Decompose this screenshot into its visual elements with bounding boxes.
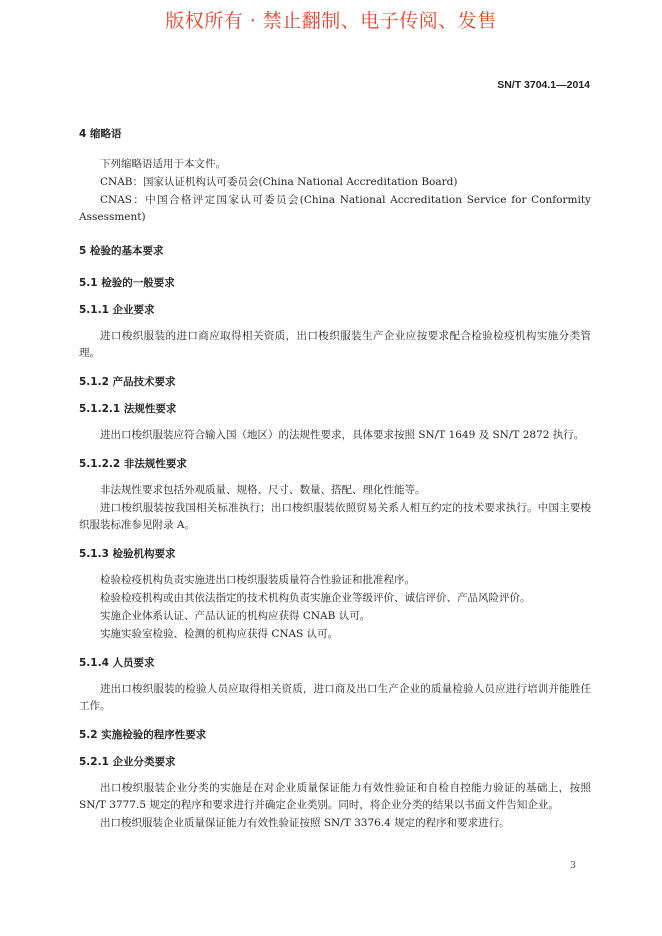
paragraph: 出口梭织服装企业质量保证能力有效性验证按照 SN/T 3376.4 规定的程序和要求进行。 <box>100 817 510 829</box>
paragraph: CNAS：中国合格评定国家认可委员会(China National Accreditation Service for Conformity Assessment) <box>79 194 591 223</box>
paragraph: 实施企业体系认证、产品认证的机构应获得 CNAB 认可。 <box>100 610 371 622</box>
paragraph: 进口梭织服装的进口商应取得相关资质，出口梭织服装生产企业应按要求配合检验检疫机构实施分类管理。 <box>79 330 591 359</box>
paragraph: 出口梭织服装企业分类的实施是在对企业质量保证能力有效性验证和自检自控能力验证的基础上，按照 SN/T 3777.5 规定的程序和要求进行并确定企业类别。同时，将企业分类的结果以书面文件告知企业。 <box>79 782 591 811</box>
paragraph: 实施实验室检验、检测的机构应获得 CNAS 认可。 <box>100 628 339 640</box>
page-number: 3 <box>570 861 576 871</box>
paragraph: 下列缩略语适用于本文件。 <box>100 158 226 170</box>
document-number: SN/T 3704.1—2014 <box>497 79 590 91</box>
paragraph: 检验检疫机构负责实施进出口梭织服装质量符合性验证和批准程序。 <box>100 574 415 586</box>
section-5-1-2-2-heading: 5.1.2.2 非法规性要求 <box>79 458 187 470</box>
section-5-heading: 5 检验的基本要求 <box>79 245 164 257</box>
section-5-2-1-heading: 5.2.1 企业分类要求 <box>79 756 176 768</box>
paragraph: 检验检疫机构或由其依法指定的技术机构负责实施企业等级评价、诚信评价、产品风险评价。 <box>100 592 531 604</box>
paragraph: 进口梭织服装按我国相关标准执行；出口梭织服装依照贸易关系人相互约定的技术要求执行。中国主要梭织服装标准参见附录 A。 <box>79 502 591 531</box>
section-5-1-3-heading: 5.1.3 检验机构要求 <box>79 548 176 560</box>
section-5-1-2-1-heading: 5.1.2.1 法规性要求 <box>79 403 177 415</box>
section-4-heading: 4 缩略语 <box>79 128 122 140</box>
section-5-1-2-heading: 5.1.2 产品技术要求 <box>79 376 176 388</box>
section-5-2-heading: 5.2 实施检验的程序性要求 <box>79 729 207 741</box>
paragraph: 进出口梭织服装应符合输入国（地区）的法规性要求，具体要求按照 SN/T 1649 及 SN/T 2872 执行。 <box>100 429 585 441</box>
paragraph: 进出口梭织服装的检验人员应取得相关资质，进口商及出口生产企业的质量检验人员应进行培训并能胜任工作。 <box>79 683 591 712</box>
section-5-1-heading: 5.1 检验的一般要求 <box>79 277 175 289</box>
section-5-1-4-heading: 5.1.4 人员要求 <box>79 657 155 669</box>
page-body <box>79 118 591 832</box>
section-5-1-1-heading: 5.1.1 企业要求 <box>79 304 155 316</box>
copyright-watermark: 版权所有 · 禁止翻制、电子传阅、发售 <box>165 10 497 32</box>
paragraph: CNAB：国家认证机构认可委员会(China National Accreditation Board) <box>100 176 458 188</box>
paragraph: 非法规性要求包括外观质量、规格、尺寸、数量、搭配、理化性能等。 <box>100 484 426 496</box>
